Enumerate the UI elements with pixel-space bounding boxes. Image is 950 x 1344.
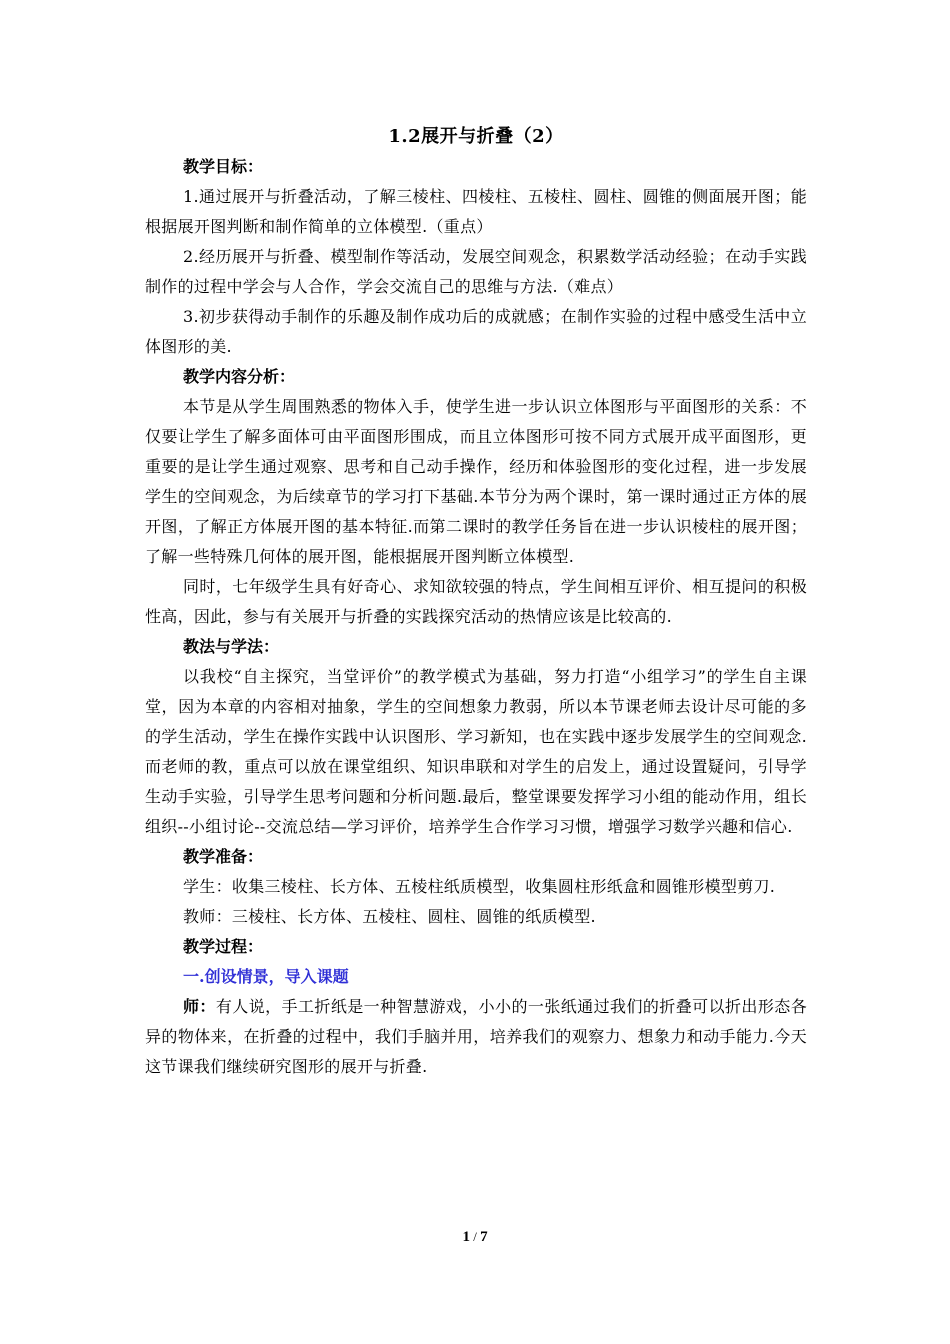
methods-paragraph: 以我校“自主探究，当堂评价”的教学模式为基础，努力打造“小组学习”的学生自主课堂，因为本章的内容相对抽象，学生的空间想象力教弱，所以本节课老师去设计尽可能的多的学生活动，学生在操作实践中认识图形、学习新知，也在实践中逐步发展学生的空间观念.而老师的教，重点可以放在课堂组织、知识串联和对学生的启发上，通过设置疑问，引导学生动手实验，引导学生思考问题和分析问题.最后，整堂课要发挥学习小组的能动作用，组长组织--小组讨论--交流总结—学习评价，培养学生合作学习习惯，增强学习数学兴趣和信心. (145, 667, 807, 836)
current-page: 1 (462, 1229, 470, 1245)
page-number (0, 1227, 950, 1247)
total-pages: 7 (480, 1229, 488, 1245)
analysis-paragraph: 本节是从学生周围熟悉的物体入手，使学生进一步认识立体图形与平面图形的关系：不仅要让学生了解多面体可由平面图形围成，而且立体图形可按不同方式展开成平面图形，更重要的是让学生通过观察、思考和自己动手操作，经历和体验图形的变化过程，进一步发展学生的空间观念，为后续章节的学习打下基础.本节分为两个课时，第一课时通过正方体的展开图，了解正方体展开图的基本特征.而第二课时的教学任务旨在进一步认识棱柱的展开图；了解一些特殊几何体的展开图，能根据展开图判断立体模型. (145, 397, 807, 566)
speaker-label: 师： (183, 997, 216, 1016)
section-heading-methods: 教法与学法： (183, 637, 280, 656)
process-subheading: 一.创设情景，导入课题 (183, 967, 349, 986)
document-content (145, 122, 807, 1082)
section-heading-objectives: 教学目标： (183, 157, 264, 176)
process-text: 有人说，手工折纸是一种智慧游戏，小小的一张纸通过我们的折叠可以折出形态各异的物体来，在折叠的过程中，我们手脑并用，培养我们的观察力、想象力和动手能力.今天这节课我们继续研究图形的展开与折叠. (145, 997, 807, 1076)
process-paragraph (145, 992, 807, 1082)
analysis-paragraph: 同时，七年级学生具有好奇心、求知欲较强的特点，学生间相互评价、相互提问的积极性高，因此，参与有关展开与折叠的实践探究活动的热情应该是比较高的. (145, 577, 807, 626)
objective-paragraph: 2.经历展开与折叠、模型制作等活动，发展空间观念，积累数学活动经验；在动手实践制作的过程中学会与人合作，学会交流自己的思维与方法.（难点） (145, 247, 807, 296)
objective-paragraph: 3.初步获得动手制作的乐趣及制作成功后的成就感；在制作实验的过程中感受生活中立体图形的美. (145, 307, 807, 356)
preparation-paragraph: 学生：收集三棱柱、长方体、五棱柱纸质模型，收集圆柱形纸盒和圆锥形模型剪刀. (183, 877, 776, 896)
page-separator: / (469, 1229, 481, 1244)
section-heading-process: 教学过程： (183, 937, 264, 956)
document-title: 1.2展开与折叠（2） (388, 126, 564, 147)
section-heading-content-analysis: 教学内容分析： (183, 367, 296, 386)
section-heading-preparation: 教学准备： (183, 847, 264, 866)
objective-paragraph: 1.通过展开与折叠活动，了解三棱柱、四棱柱、五棱柱、圆柱、圆锥的侧面展开图；能根据展开图判断和制作简单的立体模型.（重点） (145, 187, 807, 236)
preparation-paragraph: 教师：三棱柱、长方体、五棱柱、圆柱、圆锥的纸质模型. (183, 907, 596, 926)
